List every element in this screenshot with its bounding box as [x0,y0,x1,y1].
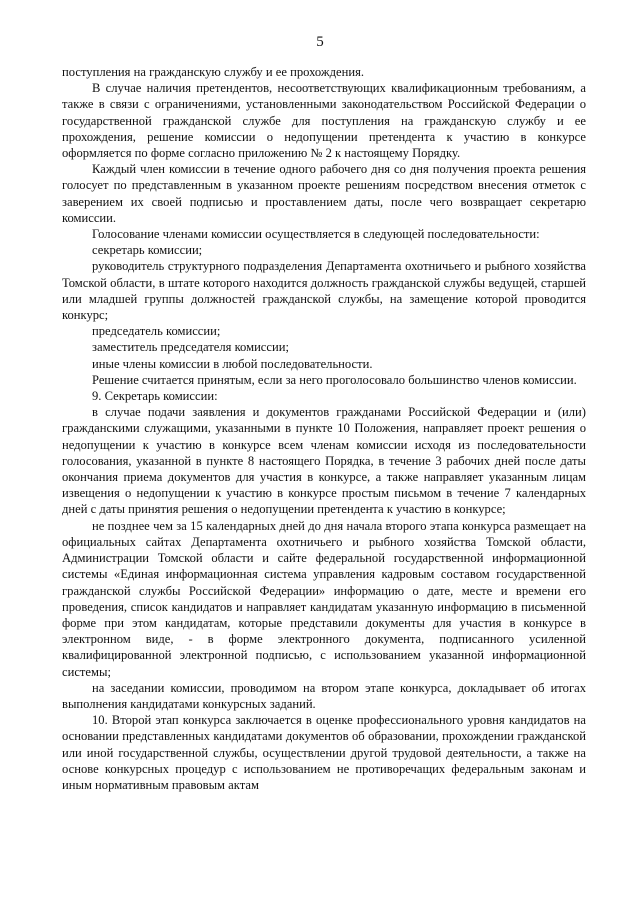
paragraph-decision-majority: Решение считается принятым, если за него проголосовало большинство членов комиссии. [92,372,577,387]
paragraph-member-voting: Каждый член комиссии в течение одного рабочего дня со дня получения проекта решения голосует по представленным в указанном проекте решениям посредством внесения отметок с заверением их своей подписью и проставлением даты, после чего возвращает секретарю комиссии. [62,162,586,225]
document-body [62,64,586,793]
list-item-other-members: иные члены комиссии в любой последовательности. [92,356,373,371]
paragraph-secretary-duty-2: не позднее чем за 15 календарных дней до дня начала второго этапа конкурса размещает на официальных сайтах Департамента охотничьего и рыбного хозяйства Томской области, Администрации Томской области и сайте федеральной государственной информационной системы «Единая информационная система управления кадровым составом государственной гражданской службы Российской Федерации» информацию о дате, месте и времени его проведения, список кандидатов и направляет кандидатам указанную информацию в письменной форме при этом кандидатам, которые представили документы для участия в конкурсе в электронном виде, - в форме электронного документа, подписанного усиленной квалифицированной электронной подписью, с использованием указанной информационной системы; [62,518,586,679]
paragraph-secretary-duty-3: на заседании комиссии, проводимом на втором этапе конкурса, докладывает об итогах выполнения кандидатами конкурсных заданий. [62,680,586,711]
section-10-paragraph: 10. Второй этап конкурса заключается в оценке профессионального уровня кандидатов на основании представленных кандидатами документов об образовании, прохождении гражданской или иной государственной службы, осуществлении другой трудовой деятельности, а также на основе конкурсных процедур с использованием не противоречащих федеральным законам и иным нормативным правовым актам [62,713,586,792]
paragraph-unqualified-candidates: В случае наличия претендентов, несоответствующих квалификационным требованиям, а также в связи с ограничениями, установленными законодательством Российской Федерации о государственной гражданской службе для поступления на гражданскую службу и ее прохождения, решение комиссии о недопущении претендента к участию в конкурсе оформляется по форме согласно приложению № 2 к настоящему Порядку. [62,81,586,161]
paragraph-continuation: поступления на гражданскую службу и ее прохождения. [62,65,365,79]
page-number: 5 [316,34,324,50]
paragraph-voting-order: Голосование членами комиссии осуществляется в следующей последовательности: [92,227,540,242]
paragraph-secretary-duty-1: в случае подачи заявления и документов гражданами Российской Федерации и (или) гражданскими служащими, указанными в пункте 10 Положения, направляет проект решения о недопущении к участию в конкурсе всем членам комиссии исходя из последовательности голосования, указанной в пункте 8 настоящего Порядка, в течение 3 рабочих дней после даты окончания приема документов для участия в конкурсе, а также направляет указанным лицам извещения о недопущении к участию в конкурсе простым письмом в течение 7 календарных дней с даты принятия решения о недопущении претендента к участию в конкурсе; [62,405,586,517]
list-item-department-head: руководитель структурного подразделения Департамента охотничьего и рыбного хозяйства Томской области, в штате которого находится должность гражданской службы ведущей, старшей или младшей группы должностей гражданской службы, на замещение которой проводится конкурс; [62,259,586,323]
list-item-secretary: секретарь комиссии; [92,243,203,258]
list-item-deputy-chairman: заместитель председателя комиссии; [92,340,289,355]
list-item-chairman: председатель комиссии; [92,324,221,339]
section-9-heading: 9. Секретарь комиссии: [92,389,218,404]
